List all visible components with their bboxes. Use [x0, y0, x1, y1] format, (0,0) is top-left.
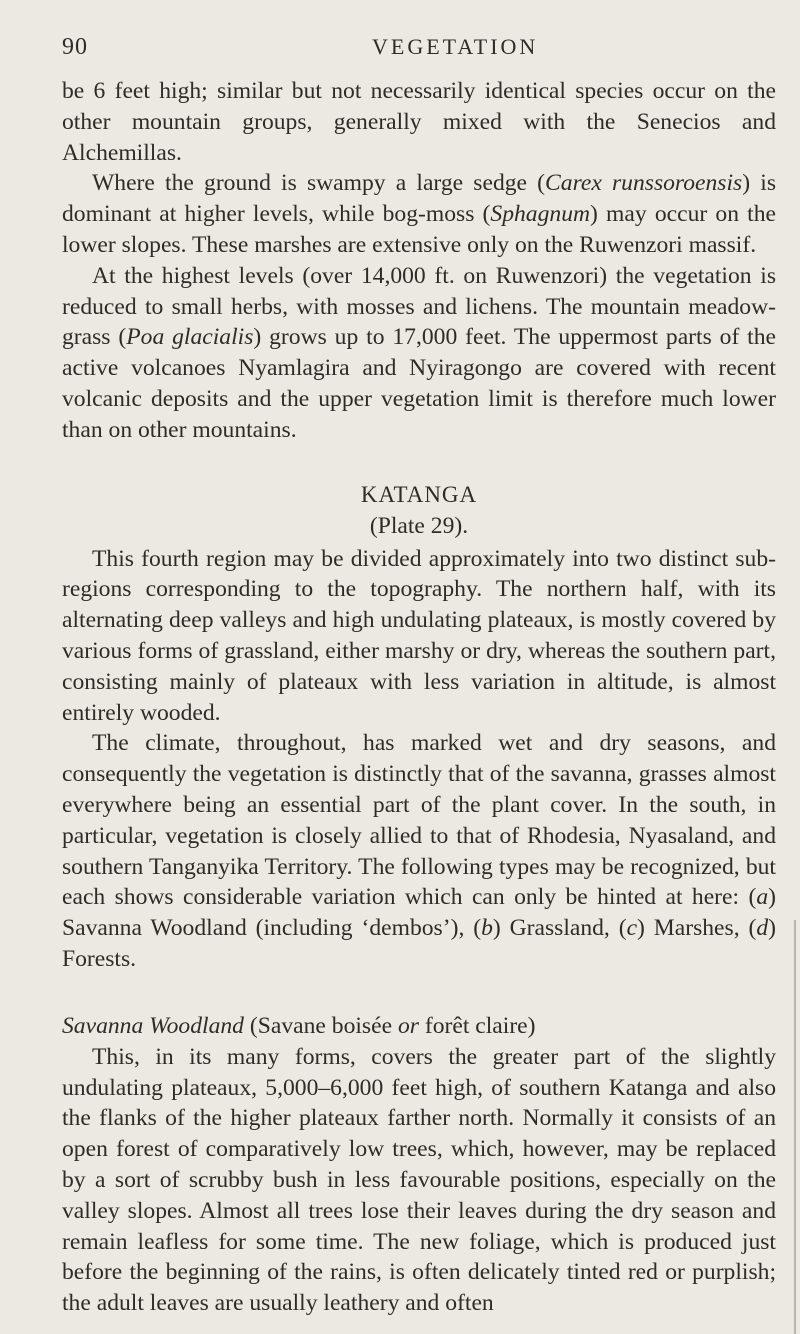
text-run: Where the ground is swampy a large sedge (	[92, 170, 546, 197]
text-run: ) Grassland, (	[492, 915, 627, 942]
running-head: VEGETATION	[372, 34, 539, 59]
paragraph-savanna-woodland: This, in its many forms, covers the greater part of the slightly undulating plateaux, 5,000–6,000 feet high, of southern Katanga and also the flanks of the higher plateaux farther north. Normally it consists of an open forest of comparatively low trees, which, however, may be replaced by a sort of scrubby bush in less favourable positions, especially on the valley slopes. Almost all trees lose their leaves during the dry season and remain leafless for some time. The new foliage, which is produced just before the beginning of the rains, is often delicately tinted red or purplish; the adult leaves are usually leathery and often	[62, 1043, 776, 1317]
text-run: At the highest levels (over 14,000 ft. on Ruwenzori) the vegetation is reduced to small herbs, with mosses and lichens. The mountain meadow-grass (	[62, 262, 776, 351]
text-run: The climate, throughout, has marked wet and dry seasons, and consequently the vegetation is distinctly that of the savanna, grasses almost everywhere being an essential part of the plant cover. In the south, in particular, vegetation is closely allied to that of Rhodesia, Nyasaland, and southern Tanganyika Territory. The following types may be recognized, but each shows considerable variation which can only be hinted at here: (	[62, 730, 776, 911]
list-letter: c	[626, 915, 638, 942]
text-run-italic: or	[397, 1012, 419, 1039]
page-edge-shadow	[794, 920, 796, 1334]
text-run: ) grows up to 17,000 feet. The uppermost parts of the active volcanoes Nyamlagira and Nyiragongo are covered with recent volcanic deposits and the upper vegetation limit is therefore much lower than on other mountains.	[62, 324, 777, 443]
paragraph-continued: be 6 feet high; similar but not necessarily identical species occur on the other mountain groups, generally mixed with the Senecios and Alchemillas.	[62, 78, 776, 166]
text-run: ) Marshes, (	[637, 915, 757, 942]
text-run: ) Forests.	[62, 915, 776, 972]
text-run: (Savane boisée	[243, 1012, 398, 1039]
genus-name: Sphagnum	[490, 201, 591, 228]
text-run: ) is dominant at higher levels, while bog-moss (	[62, 170, 776, 228]
text-run: forêt claire)	[418, 1012, 536, 1039]
paragraph-climate	[62, 728, 776, 974]
section-title: KATANGA	[360, 481, 478, 507]
text-run: ) Savanna Woodland (including ‘dembos’), (	[62, 884, 776, 942]
text-run: ) may occur on the lower slopes. These marshes are extensive only on the Ruwenzori massif.	[62, 201, 776, 258]
plate-reference: (Plate 29).	[369, 512, 469, 539]
list-letter: a	[756, 884, 769, 911]
page-number: 90	[62, 34, 88, 60]
species-name: Carex runssoroensis	[545, 170, 743, 197]
species-name: Poa glacialis	[126, 324, 254, 351]
paragraph-highest-levels	[62, 261, 776, 446]
list-letter: d	[756, 915, 769, 942]
subsection-title: Savanna Woodland	[62, 1012, 244, 1039]
paragraph-swampy-ground	[62, 168, 776, 260]
page-header	[62, 34, 776, 64]
paragraph-fourth-region: This fourth region may be divided approximately into two distinct sub-regions corresponding to the topography. The northern half, with its alternating deep valleys and high undulating plateaux, is mostly covered by various forms of grassland, either marshy or dry, whereas the southern part, consisting mainly of plateaux with less variation in altitude, is almost entirely wooded.	[62, 545, 776, 726]
book-page	[62, 34, 776, 1319]
subsection-heading	[62, 1011, 776, 1042]
list-letter: b	[481, 915, 493, 942]
